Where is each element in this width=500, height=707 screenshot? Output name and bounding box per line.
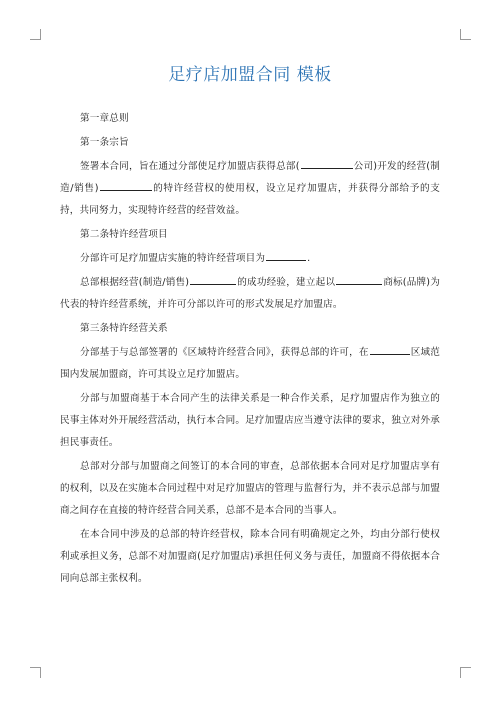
article-1-heading: 第一条宗旨 — [80, 137, 129, 148]
fill-in-blank — [336, 273, 382, 285]
fill-in-blank — [100, 179, 152, 191]
article-3-paragraph-4: 在本合同中涉及的总部的特许经营权，除本合同有明确规定之外，均由分部行使权利或承担义务，总部不对加盟商(足疗加盟店)承担任何义务与责任，加盟商不得依据本合同向总部主张权利。 — [60, 529, 440, 584]
fill-in-blank — [266, 249, 306, 261]
crop-mark-top-left — [30, 29, 41, 40]
document-title: 足疗店加盟合同 模板 — [168, 65, 332, 85]
article-2-heading: 第二条特许经营项目 — [80, 229, 168, 240]
article-3-paragraph-1: 分部基于与总部签署的《区域特许经营合同》，获得总部的许可，在 区域范围内发展加盟商，许可其设立足疗加盟店。 — [60, 342, 440, 386]
article-3-paragraph-2: 分部与加盟商基于本合同产生的法律关系是一种合作关系，足疗加盟店作为独立的民事主体对外开展经营活动，执行本合同。足疗加盟店应当遵守法律的要求，独立对外承担民事责任。 — [60, 393, 441, 448]
article-2-paragraph-2: 总部根据经营(制造/销售) 的成功经验，建立起以 商标(品牌)为代表的特许经营系统，并许可分部以许可的形式发展足疗加盟店。 — [60, 272, 440, 316]
article-2-paragraph-1: 分部许可足疗加盟店实施的特许经营项目为 . — [60, 248, 440, 270]
fill-in-blank — [301, 157, 353, 169]
document-body — [60, 108, 440, 592]
article-3-paragraph-3: 总部对分部与加盟商之间签订的本合同的审查，总部依据本合同对足疗加盟店享有的权利，以及在实施本合同过程中对足疗加盟店的管理与监督行为，并不表示总部与加盟商之间存在直接的特许经营合同关系，总部不是本合同的当事人。 — [60, 461, 441, 516]
article-1-paragraph-1: 签署本合同，旨在通过分部使足疗加盟店获得总部( 公司)开发的经营(制造/销售) 的特许经营权的使用权，设立足疗加盟店，并获得分部给予的支持，共同努力，实现特许经营的经营效益。 — [60, 156, 440, 222]
crop-mark-bottom-left — [30, 667, 41, 678]
chapter-heading: 第一章总则 — [80, 113, 129, 124]
crop-mark-top-right — [460, 29, 471, 40]
fill-in-blank — [190, 273, 236, 285]
crop-mark-bottom-right — [460, 667, 471, 678]
fill-in-blank — [370, 343, 410, 355]
article-3-heading: 第三条特许经营关系 — [80, 323, 168, 334]
